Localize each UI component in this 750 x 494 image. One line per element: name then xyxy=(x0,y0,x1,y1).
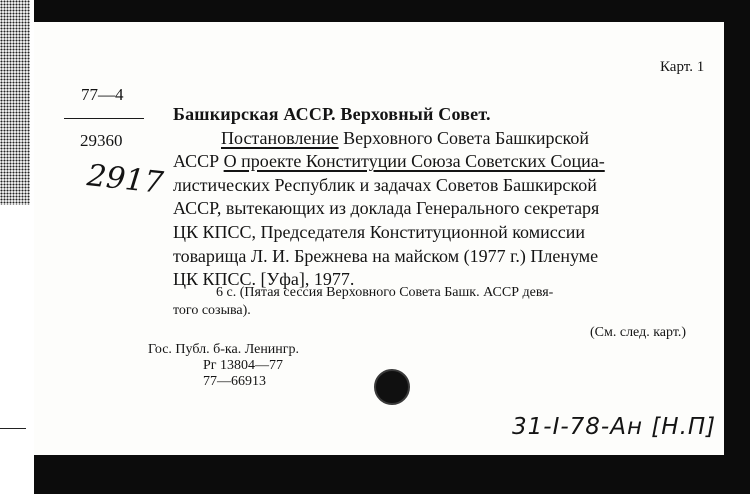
bibliographic-entry xyxy=(173,103,605,292)
entry-line-3: листических Республик и задачах Советов Башкирской xyxy=(173,174,597,195)
document-title: О проекте Конституции Союза Советских Социа- xyxy=(223,151,605,172)
classification-number: 77—4 xyxy=(81,85,124,104)
handwritten-number: 2917 xyxy=(85,158,165,201)
scan-left-margin xyxy=(0,0,34,494)
entry-line-2 xyxy=(173,150,605,174)
pages-note-line-2: того созыва). xyxy=(173,303,251,318)
entry-line-4: АССР, вытекающих из доклада Генерального секретаря xyxy=(173,198,600,219)
library-code: Рг 13804—77 xyxy=(203,358,284,373)
library-info xyxy=(148,342,299,390)
separator-line xyxy=(64,118,144,119)
entry-line-7: ЦК КПСС. [Уфа], 1977. xyxy=(173,269,355,290)
punch-hole-mark xyxy=(374,369,410,405)
entry-line-2-prefix: АССР xyxy=(173,151,224,172)
handwritten-date-note: 31-I-78-Ан [Н.П] xyxy=(512,414,717,440)
library-name: Гос. Публ. б-ка. Ленингр. xyxy=(148,342,300,357)
entry-line-1-rest: Верховного Совета Башкирской xyxy=(338,127,589,148)
entry-line-5: ЦК КПСС, Председателя Конституционной комиссии xyxy=(173,221,585,242)
document-type: Постановление xyxy=(221,127,339,148)
pages-note-line-1: 6 с. (Пятая сессия Верховного Совета Башк. АССР девя- xyxy=(216,285,554,300)
entry-line-1 xyxy=(173,127,605,151)
inventory-number: 29360 xyxy=(80,131,123,150)
entry-heading: Башкирская АССР. Верховный Совет. xyxy=(173,104,491,124)
card-number: Карт. 1 xyxy=(660,59,705,75)
scan-edge-mark xyxy=(0,428,26,429)
see-next-card: (См. след. карт.) xyxy=(590,325,687,340)
entry-line-6: товарища Л. И. Брежнева на майском (1977 г.) Пленуме xyxy=(173,245,599,266)
library-number: 77—66913 xyxy=(203,374,266,389)
scan-halftone-noise xyxy=(0,0,30,205)
catalog-card xyxy=(34,22,724,455)
pages-note xyxy=(173,284,553,320)
